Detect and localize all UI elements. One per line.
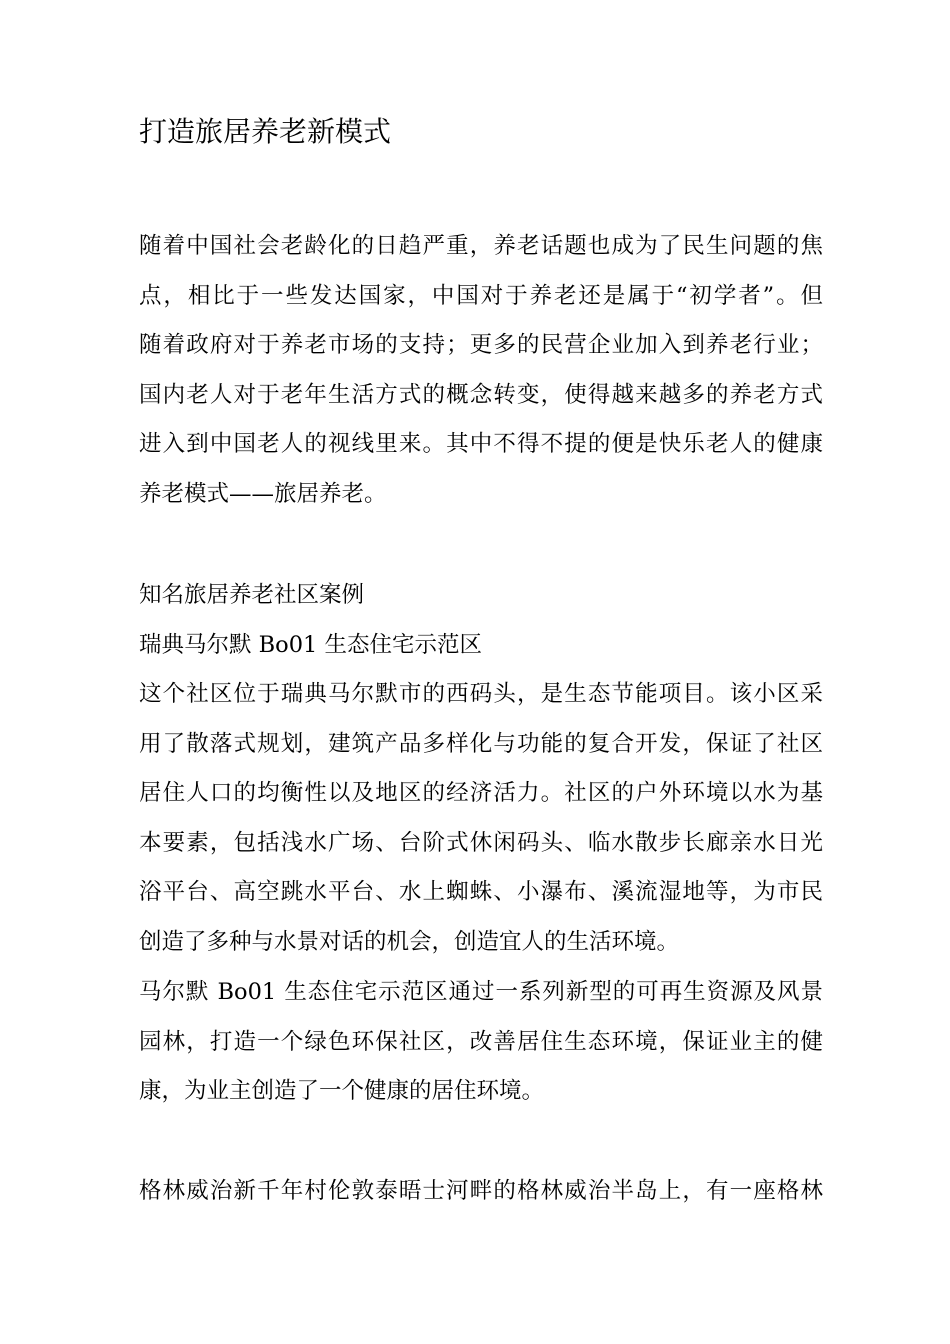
intro-line: 养老模式——旅居养老。: [139, 480, 387, 507]
case1-description-line: 居住人口的均衡性以及地区的经济活力。社区的户外环境以水为基: [139, 780, 823, 806]
section-heading: [139, 571, 823, 621]
case1-summary-line: 园林，打造一个绿色环保社区，改善居住生态环境，保证业主的健: [139, 1028, 823, 1055]
case1-description-line: 浴平台、高空跳水平台、水上蜘蛛、小瀑布、溪流湿地等，为市民: [139, 879, 823, 905]
intro-line: 点，相比于一些发达国家，中国对于养老还是属于“初学者”。但: [139, 282, 823, 309]
intro-line: 随着中国社会老龄化的日趋严重，养老话题也成为了民生问题的焦: [139, 233, 823, 259]
case1-summary: [139, 968, 823, 1117]
case1-description-line: 用了散落式规划，建筑产品多样化与功能的复合开发，保证了社区: [139, 730, 823, 757]
case1-name: [139, 621, 823, 671]
case1-description-line: 创造了多种与水景对话的机会，创造宜人的生活环境。: [139, 928, 680, 955]
case1-summary-line: 康，为业主创造了一个健康的居住环境。: [139, 1078, 545, 1104]
case1-summary-line: 马尔默 Bo01 生态住宅示范区通过一系列新型的可再生资源及风景: [139, 979, 823, 1005]
case1-description: [139, 670, 823, 967]
section-heading-text: 知名旅居养老社区案例: [139, 582, 365, 608]
intro-line: 随着政府对于养老市场的支持；更多的民营企业加入到养老行业；: [139, 332, 823, 358]
case1-description-line: 本要素，包括浅水广场、台阶式休闲码头、临水散步长廊亲水日光: [139, 829, 823, 856]
document-title: 打造旅居养老新模式: [139, 115, 392, 148]
case1-name-text: 瑞典马尔默 Bo01 生态住宅示范区: [139, 632, 483, 658]
intro-line: 国内老人对于老年生活方式的概念转变，使得越来越多的养老方式: [139, 381, 823, 408]
case1-description-line: 这个社区位于瑞典马尔默市的西码头，是生态节能项目。该小区采: [139, 681, 823, 707]
intro-paragraph: [139, 222, 823, 519]
intro-line: 进入到中国老人的视线里来。其中不得不提的便是快乐老人的健康: [139, 431, 823, 457]
case2-line: 格林威治新千年村伦敦泰晤士河畔的格林威治半岛上，有一座格林: [139, 1178, 823, 1204]
case2-paragraph: [139, 1167, 823, 1217]
